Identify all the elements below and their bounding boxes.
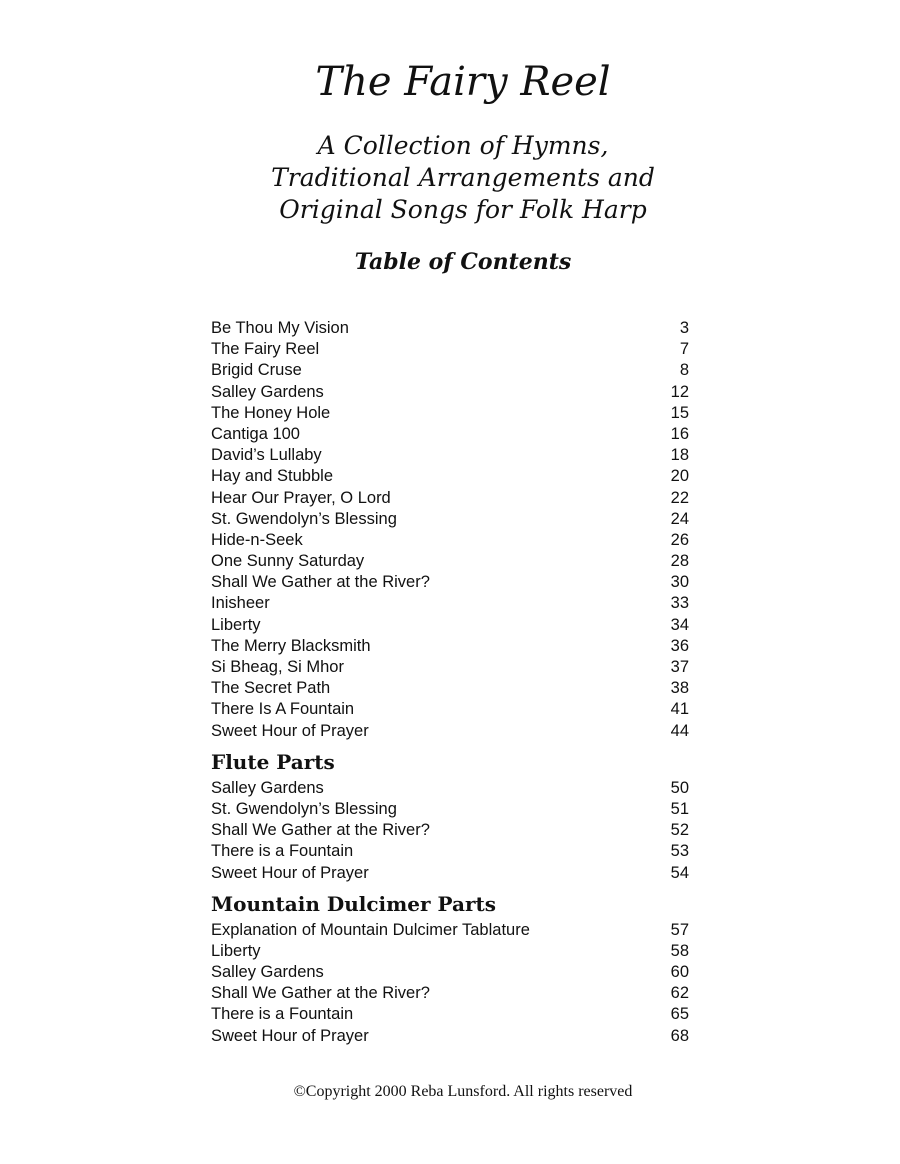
toc-entry: [211, 983, 689, 1004]
toc-entry: [211, 488, 689, 509]
toc-entry-page: 44: [670, 721, 689, 740]
toc-entry-page: 30: [670, 573, 689, 592]
toc-entry: [211, 863, 689, 884]
toc-entry-title: Shall We Gather at the River?: [211, 984, 430, 1003]
toc-entry-page: 57: [670, 920, 689, 939]
toc-entry-title: Hear Our Prayer, O Lord: [211, 488, 391, 507]
table-of-contents: [211, 318, 689, 1047]
toc-entry: [211, 572, 689, 593]
toc-entry-page: 36: [670, 636, 689, 655]
toc-entry-title: Be Thou My Vision: [211, 319, 349, 337]
toc-entry-page: 38: [670, 679, 689, 698]
toc-entry-page: 7: [679, 340, 689, 359]
toc-entry-title: The Fairy Reel: [211, 340, 320, 359]
toc-entry-page: 26: [670, 530, 689, 549]
toc-entry-title: Liberty: [211, 941, 261, 960]
toc-entry-page: 60: [670, 963, 689, 982]
copyright-notice: ©Copyright 2000 Reba Lunsford. All rights reserved: [293, 1083, 633, 1100]
toc-entry-title: The Merry Blacksmith: [211, 636, 371, 655]
toc-entry: [211, 551, 689, 572]
toc-entry-page: 68: [670, 1026, 689, 1045]
toc-entry-title: David’s Lullaby: [211, 446, 322, 465]
toc-entry: [211, 445, 689, 466]
toc-entry-title: Hay and Stubble: [211, 467, 334, 486]
toc-entry-page: 51: [670, 799, 689, 818]
toc-entry-title: Salley Gardens: [211, 382, 324, 401]
toc-entry-title: One Sunny Saturday: [211, 552, 365, 571]
toc-entry-page: 15: [670, 403, 689, 422]
toc-entry-page: 16: [670, 424, 689, 443]
toc-entry-title: Sweet Hour of Prayer: [211, 721, 369, 740]
subtitle-line-2: Traditional Arrangements and: [271, 163, 655, 192]
toc-entry-title: There is a Fountain: [211, 1005, 354, 1024]
toc-entry-title: Salley Gardens: [211, 963, 324, 982]
toc-entry-page: 18: [670, 446, 689, 465]
toc-entry: [211, 962, 689, 983]
toc-entry: [211, 509, 689, 530]
toc-entry-title: Hide-n-Seek: [211, 530, 303, 549]
toc-entry: [211, 318, 689, 339]
toc-entry-page: 53: [670, 842, 689, 861]
toc-entry-title: Inisheer: [211, 594, 270, 613]
toc-entry: [211, 382, 689, 403]
toc-entry: [211, 920, 689, 941]
toc-entry-page: 54: [670, 863, 689, 882]
toc-entry-title: St. Gwendolyn’s Blessing: [211, 509, 397, 528]
toc-entry-title: The Honey Hole: [211, 403, 331, 422]
toc-entry: [211, 530, 689, 551]
toc-entry-title: Brigid Cruse: [211, 361, 302, 380]
toc-entry-page: 22: [670, 488, 689, 507]
toc-entry-page: 8: [679, 361, 689, 380]
toc-entry-page: 62: [670, 984, 689, 1003]
toc-entry: [211, 339, 689, 360]
toc-entry: [211, 699, 689, 720]
toc-entry-title: Cantiga 100: [211, 424, 300, 443]
subtitle: [0, 130, 900, 226]
toc-entry-page: 20: [670, 467, 689, 486]
section-heading: Flute Parts: [211, 749, 335, 774]
toc-entry-title: The Secret Path: [211, 679, 331, 698]
toc-entry-title: There is a Fountain: [211, 842, 354, 861]
toc-entry-page: 65: [670, 1005, 689, 1024]
toc-entry: [211, 615, 689, 636]
toc-entry-title: Sweet Hour of Prayer: [211, 1026, 369, 1045]
toc-entry-title: Si Bheag, Si Mhor: [211, 658, 344, 676]
toc-entry: [211, 593, 689, 614]
toc-entry: [211, 841, 689, 862]
toc-heading: Table of Contents: [354, 249, 572, 275]
section-heading: Mountain Dulcimer Parts: [211, 891, 496, 916]
toc-entry-title: Shall We Gather at the River?: [211, 821, 430, 840]
toc-entry-page: 28: [670, 552, 689, 571]
toc-entry-page: 12: [670, 382, 689, 401]
toc-entry-title: Explanation of Mountain Dulcimer Tablature: [211, 920, 530, 939]
toc-entry-title: St. Gwendolyn’s Blessing: [211, 799, 397, 818]
toc-entry-page: 3: [679, 319, 689, 337]
toc-entry: [211, 466, 689, 487]
toc-entry-title: Sweet Hour of Prayer: [211, 863, 369, 882]
toc-entry-page: 34: [670, 615, 689, 634]
toc-entry: [211, 657, 689, 678]
toc-entry: [211, 1004, 689, 1025]
page-title: The Fairy Reel: [315, 59, 611, 105]
toc-entry-title: Liberty: [211, 615, 261, 634]
toc-entry-title: There Is A Fountain: [211, 700, 355, 719]
toc-entry: [211, 1026, 689, 1047]
toc-entry-page: 33: [670, 594, 689, 613]
toc-entry: [211, 636, 689, 657]
toc-entry-page: 41: [670, 700, 689, 719]
toc-entry-page: 52: [670, 821, 689, 840]
toc-entry-page: 24: [670, 509, 689, 528]
subtitle-line-1: A Collection of Hymns,: [317, 131, 609, 160]
toc-entry: [211, 360, 689, 381]
toc-entry: [211, 424, 689, 445]
toc-entry-page: 50: [670, 778, 689, 797]
toc-entry: [211, 820, 689, 841]
toc-entry-title: Shall We Gather at the River?: [211, 573, 430, 592]
subtitle-line-3: Original Songs for Folk Harp: [279, 195, 647, 224]
toc-entry: [211, 778, 689, 799]
toc-entry-page: 37: [670, 658, 689, 676]
toc-entry: [211, 678, 689, 699]
toc-entry: [211, 403, 689, 424]
toc-entry: [211, 941, 689, 962]
toc-entry: [211, 721, 689, 742]
toc-entry-title: Salley Gardens: [211, 778, 324, 797]
toc-entry-page: 58: [670, 941, 689, 960]
toc-entry: [211, 799, 689, 820]
